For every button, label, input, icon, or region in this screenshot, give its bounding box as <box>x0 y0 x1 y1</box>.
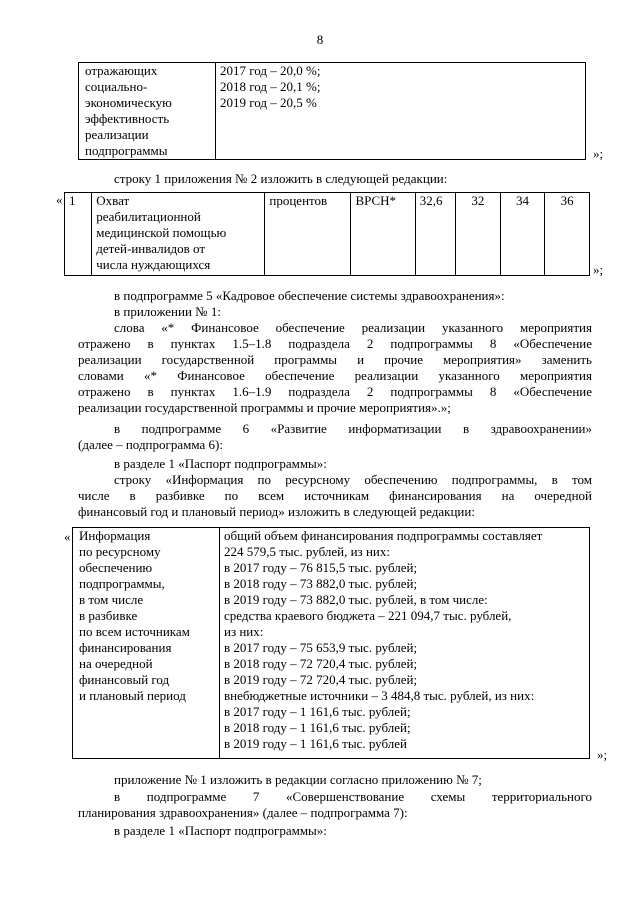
cell-line: числа нуждающихся <box>96 257 211 272</box>
cell-line: экономическую <box>85 95 172 110</box>
cell-line: в 2018 году – 73 882,0 тыс. рублей; <box>224 576 418 591</box>
table-efficiency <box>78 62 586 160</box>
unit-cell: процентов <box>265 193 351 276</box>
paragraph-stroku <box>78 472 592 520</box>
cell-line: социально- <box>85 79 148 94</box>
cell-line: обеспечению <box>79 560 153 575</box>
table3-right-cell <box>220 528 590 759</box>
text-line: числе в разбивке по всем источникам финансирования на очередной <box>78 488 592 503</box>
table1-right-cell <box>216 63 586 160</box>
cell-line: подпрограммы, <box>79 576 165 591</box>
cell-line: в 2018 году – 1 161,6 тыс. рублей; <box>224 720 411 735</box>
cell-line: на очередной <box>79 656 153 671</box>
cell-line: реабилитационной <box>96 209 201 224</box>
open-quote: « <box>56 192 63 207</box>
table1-left-cell <box>79 63 216 160</box>
open-quote: « <box>64 529 71 544</box>
text-line: планирования здравоохранения» (далее – подпрограмма 7): <box>78 805 408 820</box>
close-quote: »; <box>597 747 608 762</box>
paragraph: в разделе 1 «Паспорт подпрограммы»: <box>114 823 327 838</box>
text-line: отражено в пунктах 1.6–1.9 подраздела 2 подпрограммы 8 «Обеспечение <box>78 384 592 399</box>
value-cell: 32 <box>455 193 500 276</box>
value-cell: 34 <box>500 193 545 276</box>
text-line: финансовый год и плановый период» изложить в следующей редакции: <box>78 504 475 519</box>
indicator-name-cell <box>92 193 265 276</box>
text-line: (далее – подпрограмма 6): <box>78 437 223 452</box>
cell-line: подпрограммы <box>85 143 168 158</box>
text-line: словами «* Финансовое обеспечение реализации указанного мероприятия <box>78 368 592 383</box>
cell-line: по всем источникам <box>79 624 190 639</box>
cell-line: финансовый год <box>79 672 170 687</box>
cell-line: из них: <box>224 624 264 639</box>
cell-line: в 2019 году – 1 161,6 тыс. рублей <box>224 736 407 751</box>
cell-line: детей-инвалидов от <box>96 241 206 256</box>
paragraph-p6 <box>78 421 592 453</box>
cell-line: общий объем финансирования подпрограммы составляет <box>224 528 543 543</box>
close-quote: »; <box>593 262 604 277</box>
cell-line: по ресурсному <box>79 544 161 559</box>
text-line: слова «* Финансовое обеспечение реализации указанного мероприятия <box>114 320 592 335</box>
cell-line: эффективность <box>85 111 170 126</box>
cell-line: средства краевого бюджета – 221 094,7 тыс. рублей, <box>224 608 512 623</box>
cell-line: реализации <box>85 127 149 142</box>
paragraph-slova <box>78 320 592 416</box>
cell-line: в том числе <box>79 592 144 607</box>
row-number-cell: 1 <box>65 193 92 276</box>
page-number: 8 <box>316 32 324 47</box>
cell-line: в 2017 году – 75 653,9 тыс. рублей; <box>224 640 418 655</box>
text-line: реализации государственной программы и прочие мероприятия».»; <box>78 400 451 415</box>
close-quote: »; <box>593 146 604 161</box>
cell-line: в 2018 году – 72 720,4 тыс. рублей; <box>224 656 418 671</box>
cell-line: внебюджетные источники – 3 484,8 тыс. рублей, из них: <box>224 688 535 703</box>
cell-line: 2019 год – 20,5 % <box>220 95 317 110</box>
cell-line: 224 579,5 тыс. рублей, из них: <box>224 544 390 559</box>
cell-line: финансирования <box>79 640 172 655</box>
paragraph: в разделе 1 «Паспорт подпрограммы»: <box>114 456 327 471</box>
table-indicator <box>64 192 590 276</box>
cell-line: 2018 год – 20,1 %; <box>220 79 321 94</box>
paragraph: строку 1 приложения № 2 изложить в следующей редакции: <box>114 171 448 186</box>
cell-line: в разбивке <box>79 608 138 623</box>
value-cell: 32,6 <box>415 193 455 276</box>
cell-line: отражающих <box>85 63 158 78</box>
value-cell: 36 <box>545 193 590 276</box>
paragraph: в подпрограмме 5 «Кадровое обеспечение системы здравоохранения»: <box>114 288 505 303</box>
paragraph-p7 <box>78 789 592 821</box>
text-line: строку «Информация по ресурсному обеспечению подпрограммы, в том <box>114 472 592 487</box>
cell-line: медицинской помощью <box>96 225 227 240</box>
table-resource-info <box>72 527 590 759</box>
table3-left-cell <box>73 528 220 759</box>
cell-line: Охват <box>96 193 130 208</box>
paragraph: в приложении № 1: <box>114 304 221 319</box>
text-line: отражено в пунктах 1.5–1.8 подраздела 2 подпрограммы 8 «Обеспечение <box>78 336 592 351</box>
cell-line: в 2019 году – 73 882,0 тыс. рублей, в том числе: <box>224 592 488 607</box>
paragraph: приложение № 1 изложить в редакции согласно приложению № 7; <box>114 772 482 787</box>
source-cell: ВРСН* <box>351 193 415 276</box>
cell-line: в 2017 году – 76 815,5 тыс. рублей; <box>224 560 418 575</box>
cell-line: в 2019 году – 72 720,4 тыс. рублей; <box>224 672 418 687</box>
cell-line: в 2017 году – 1 161,6 тыс. рублей; <box>224 704 411 719</box>
text-line: в подпрограмме 6 «Развитие информатизации в здравоохранении» <box>114 421 592 436</box>
text-line: реализации государственной программы и прочие мероприятия» заменить <box>78 352 592 367</box>
cell-line: Информация <box>79 528 151 543</box>
cell-line: и плановый период <box>79 688 186 703</box>
text-line: в подпрограмме 7 «Совершенствование схемы территориального <box>114 789 592 804</box>
cell-line: 2017 год – 20,0 %; <box>220 63 321 78</box>
